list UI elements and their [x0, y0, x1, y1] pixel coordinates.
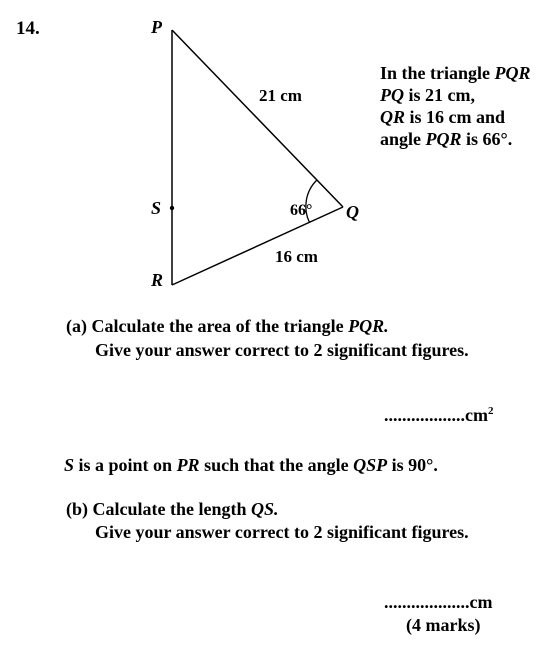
- info-text: is 16 cm and: [405, 107, 506, 127]
- vertex-label-p: P: [151, 17, 162, 37]
- angle-name: PQR: [425, 129, 462, 149]
- side-qr: [172, 207, 343, 285]
- segment-name: QR: [380, 107, 406, 127]
- unit-exponent: 2: [487, 405, 494, 417]
- part-b-instruction: Give your answer correct to 2 significant figures.: [95, 522, 469, 542]
- vertex-label-q: Q: [346, 202, 359, 222]
- triangle-name: PQR.: [348, 316, 389, 336]
- part-b-answer-line: ...................cm: [384, 592, 493, 612]
- statement-text: is 90°.: [387, 455, 438, 475]
- triangle-name: PQR: [494, 63, 531, 83]
- side-pq: [172, 30, 343, 207]
- angle-name: QSP: [353, 455, 388, 475]
- question-number: 14.: [16, 18, 40, 39]
- angle-label-q: 66°: [290, 202, 313, 219]
- statement-text: is a point on: [74, 455, 177, 475]
- part-b-question: [66, 499, 279, 520]
- vertex-label-r: R: [151, 270, 164, 290]
- side-label-qr: 16 cm: [275, 247, 318, 266]
- answer-dots: ..................cm: [384, 405, 488, 425]
- info-text: In the triangle: [380, 63, 495, 83]
- point-s-marker: [170, 206, 174, 210]
- question-text: (b) Calculate the length: [66, 499, 251, 519]
- part-a-question: [66, 316, 389, 337]
- segment-name: PR: [176, 455, 200, 475]
- info-text: angle: [380, 129, 426, 149]
- point-name: S: [64, 455, 75, 475]
- segment-name: PQ: [380, 85, 404, 105]
- part-a-answer-line: [384, 405, 493, 426]
- point-label-s: S: [151, 198, 162, 218]
- info-text: is 66°.: [461, 129, 513, 149]
- given-information: [380, 62, 531, 150]
- point-s-statement: [64, 455, 438, 476]
- side-label-pq: 21 cm: [259, 86, 302, 105]
- question-text: (a) Calculate the area of the triangle: [66, 316, 349, 336]
- part-a-instruction: Give your answer correct to 2 significant figures.: [95, 340, 469, 360]
- marks-label: (4 marks): [406, 615, 481, 635]
- segment-name: QS.: [250, 499, 279, 519]
- statement-text: such that the angle: [199, 455, 354, 475]
- info-text: is 21 cm,: [404, 85, 475, 105]
